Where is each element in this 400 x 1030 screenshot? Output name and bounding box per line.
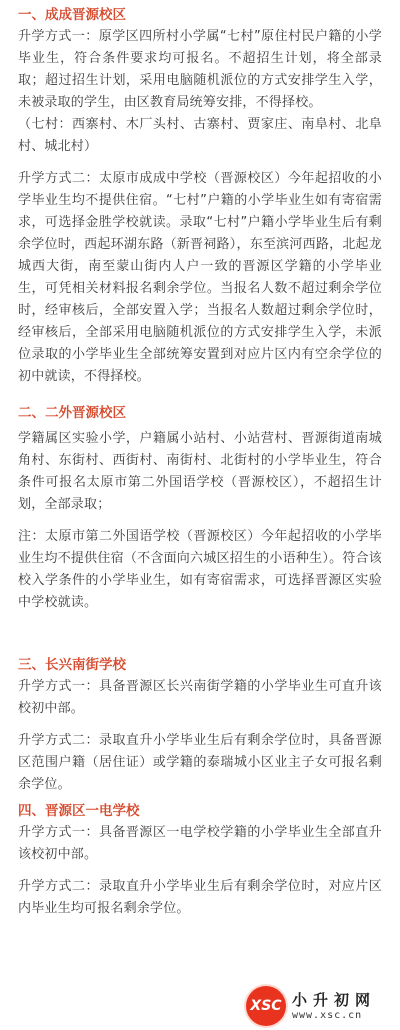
xsc-logo-icon: XSC	[246, 986, 286, 1026]
paragraph: 升学方式一：具备晋源区长兴南街学籍的小学毕业生可直升该校初中部。	[18, 679, 382, 716]
watermark-site-name: 小升初网	[292, 991, 377, 1009]
watermark-url: www.xsc.cn	[292, 1010, 363, 1021]
paragraph: 注：太原市第二外国语学校（晋源校区）今年起招收的小学毕业生均不提供住宿（不含面向六城区招生的小语种生）。符合该校入学条件的小学毕业生，如有寄宿需求，可选择晋源区实验中学校就读。	[18, 529, 382, 610]
section-title-2: 二、二外晋源校区	[18, 405, 126, 421]
paragraph: 升学方式一：原学区四所村小学属“七村”原住村民户籍的小学毕业生，符合条件要求均可报名。不超招生计划，将全部录取；超过招生计划，采用电脑随机派位的方式安排学生入学，未被录取的学生，由区教育局统筹安排，不得择校。	[18, 29, 382, 110]
paragraph: 升学方式二：录取直升小学毕业生后有剩余学位时，具备晋源区范围户籍（居住证）或学籍的泰瑞城小区业主子女可报名剩余学位。	[18, 733, 382, 792]
watermark-text	[292, 990, 376, 1022]
paragraph: 升学方式二：录取直升小学毕业生后有剩余学位时，对应片区内毕业生均可报名剩余学位。	[18, 879, 382, 916]
section-title-3: 三、长兴南街学校	[18, 657, 126, 673]
paragraph: 升学方式二：太原市成成中学校（晋源校区）今年起招收的小学毕业生均不提供住宿。“七村”户籍的小学毕业生如有寄宿需求，可选择金胜学校就读。录取“七村”户籍小学毕业生后有剩余学位时，西起环湖东路（新晋祠路），东至滨河西路，北起龙城西大街，南至蒙山街内人户一致的晋源区学籍的小学毕业生，可凭相关材料报名剩余学位。当报名人数不超过剩余学位时，经审核后，全部安置入学；当报名人数超过剩余学位时，经审核后，全部采用电脑随机派位的方式安排学生入学，未派位录取的小学毕业生全部统筹安置到对应片区内有空余学位的初中就读，不得择校。	[18, 171, 382, 384]
paragraph: 升学方式一：具备晋源区一电学校学籍的小学毕业生全部直升该校初中部。	[18, 825, 382, 862]
section-title-4: 四、晋源区一电学校	[18, 803, 140, 819]
site-watermark	[246, 984, 396, 1028]
paragraph: （七村：西寨村、木厂头村、古寨村、贾家庄、南阜村、北阜村、城北村）	[18, 117, 382, 154]
paragraph: 学籍属区实验小学，户籍属小站村、小站营村、晋源街道南城角村、东街村、西街村、南街村、北街村的小学毕业生，符合条件可报名太原市第二外国语学校（晋源校区），不超招生计划，全部录取；	[18, 431, 382, 512]
section-title-1: 一、成成晋源校区	[18, 7, 126, 23]
